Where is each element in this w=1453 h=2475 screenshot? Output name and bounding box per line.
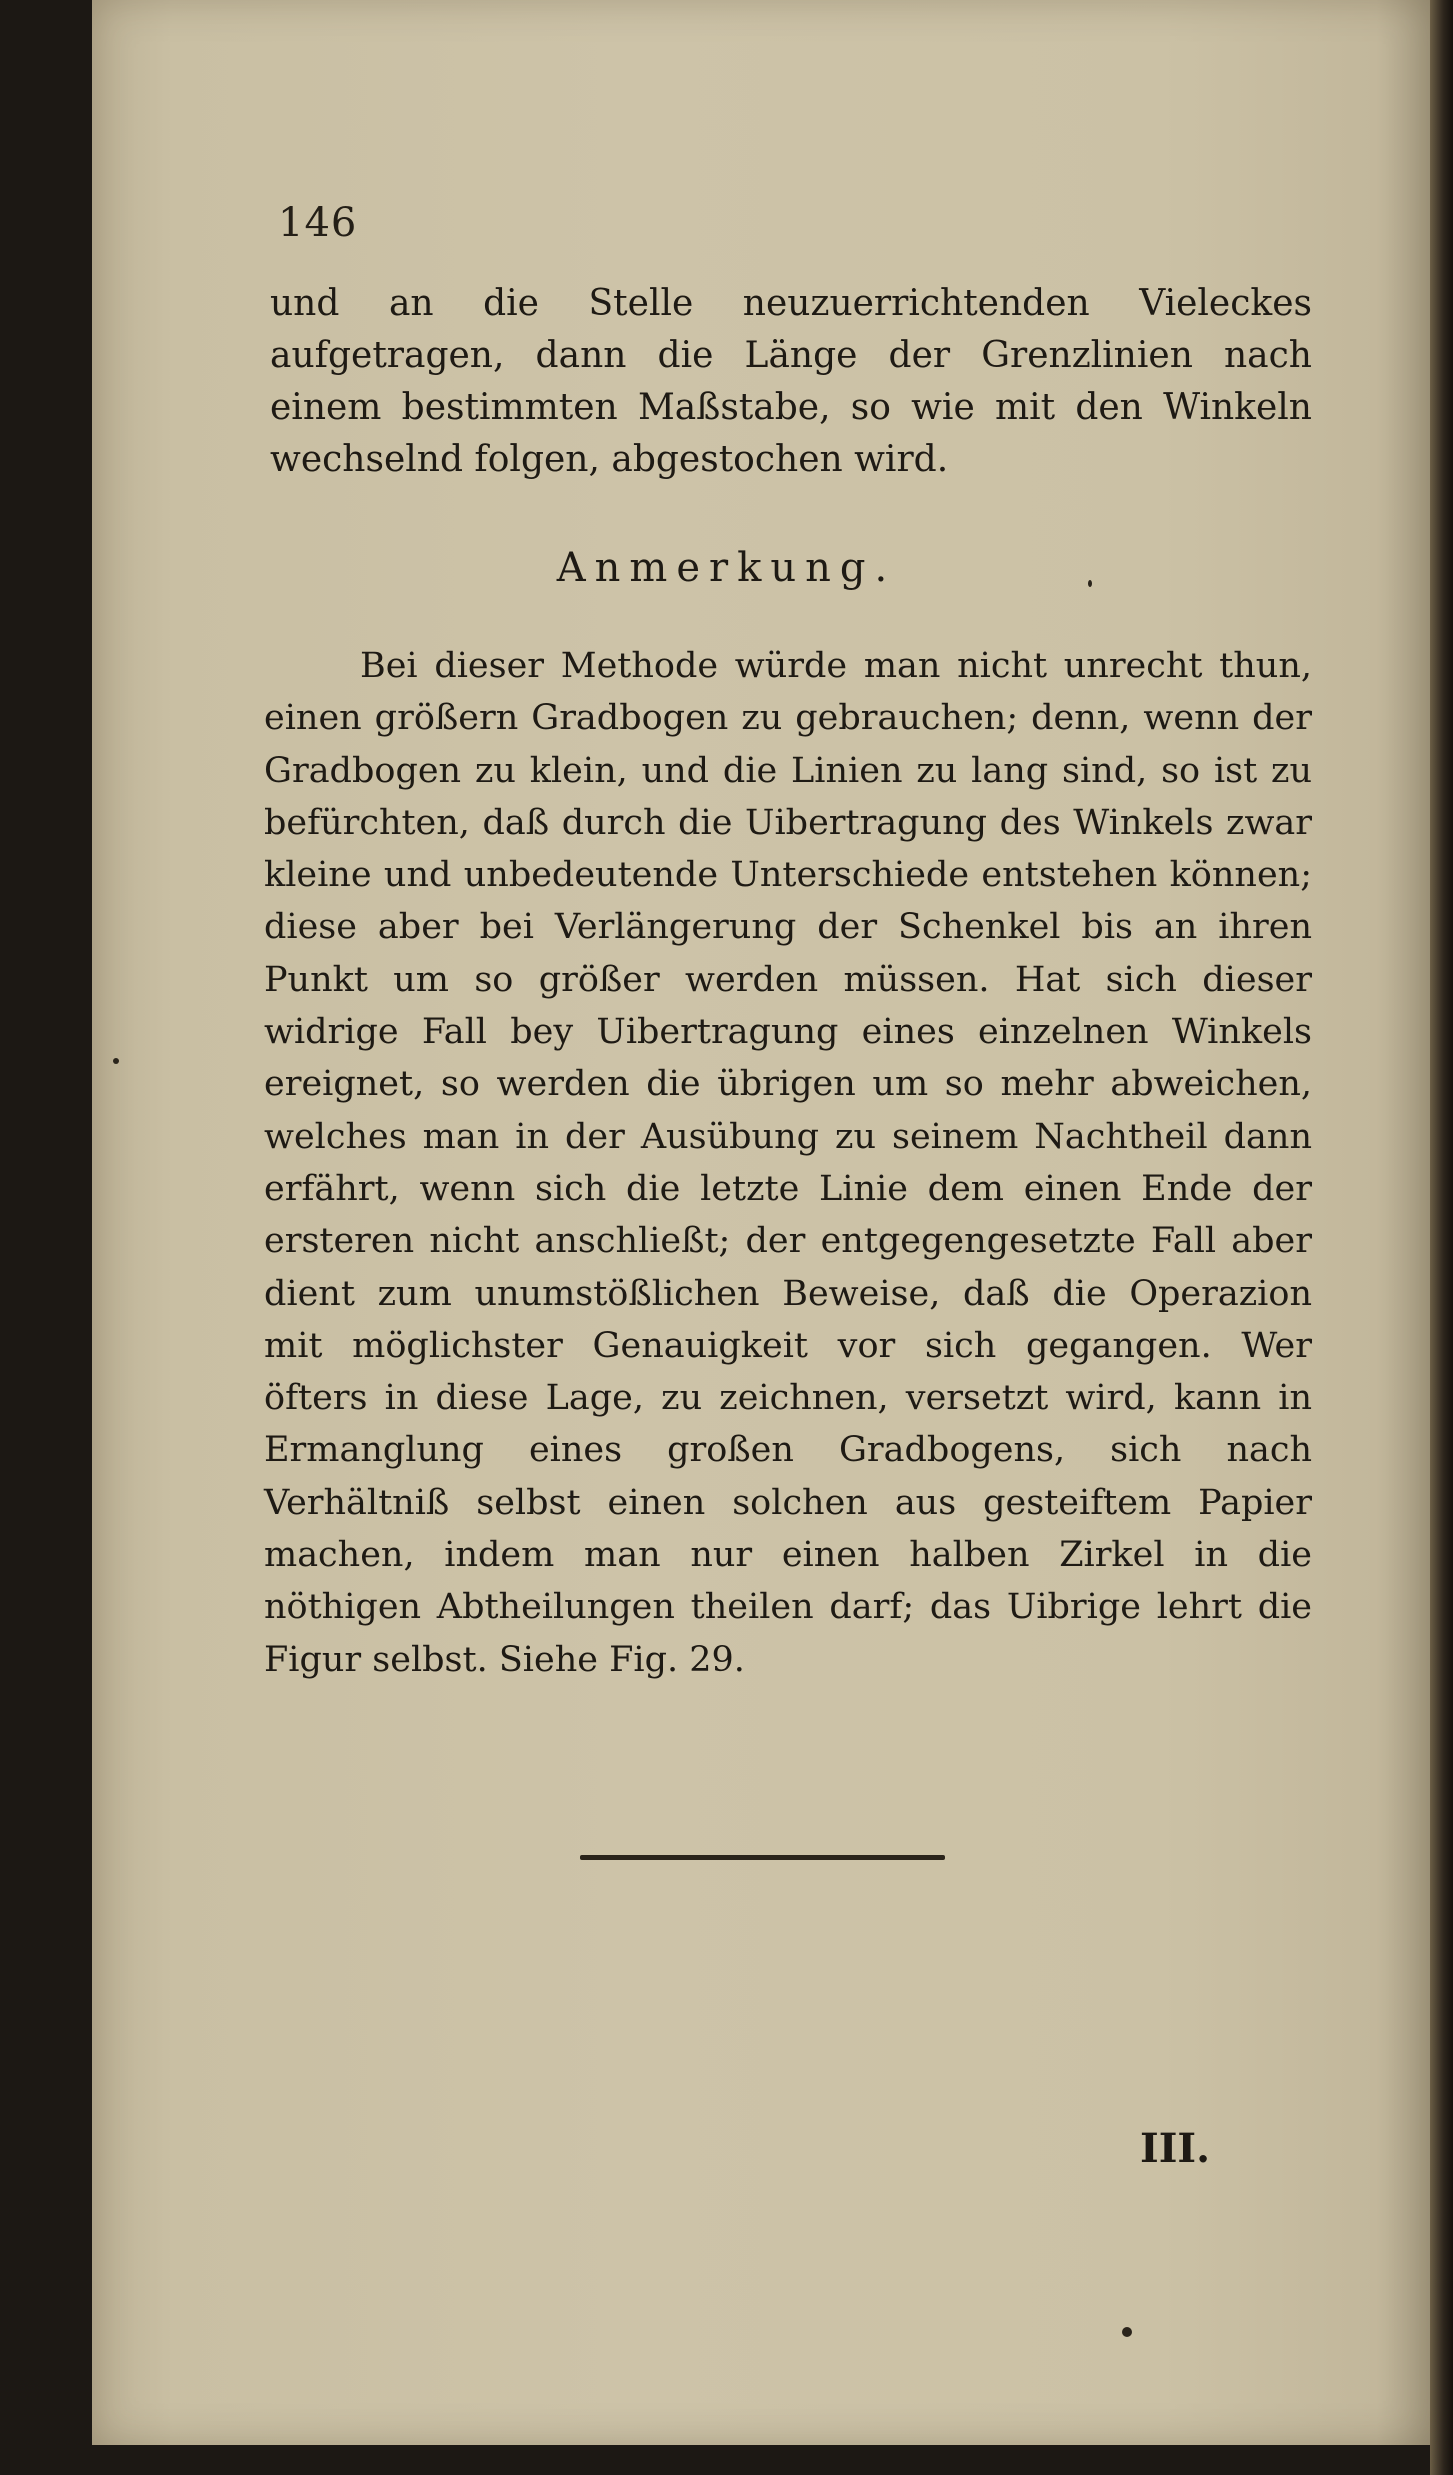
page-edge-shadow [1430, 0, 1453, 2475]
ink-speck [1088, 580, 1092, 587]
ink-speck [1122, 2327, 1132, 2337]
section-divider-rule [580, 1855, 945, 1860]
catchword: III. [1140, 2125, 1211, 2172]
page-number: 146 [278, 200, 358, 246]
section-heading: Anmerkung. [556, 545, 897, 591]
main-paragraph: Bei dieser Methode würde man nicht unrecht thun, einen größern Gradbogen zu gebrauchen; denn, wenn der Gradbogen zu klein, und die Linien zu lang sind, so ist zu befürchten, daß durch die Uibertragung des Winkels zwar kleine und unbedeutende Unterschiede entstehen können; diese aber bei Verlängerung der Schenkel bis an ihren Punkt um so größer werden müssen. Hat sich dieser widrige Fall bey Uibertragung eines einzelnen Winkels ereignet, so werden die übrigen um so mehr abweichen, welches man in der Ausübung zu seinem Nachtheil dann erfährt, wenn sich die letzte Linie dem einen Ende der ersteren nicht anschließt; der entgegengesetzte Fall aber dient zum unumstößlichen Beweise, daß die Operazion mit möglichster Genauigkeit vor sich gegangen. Wer öfters in diese Lage, zu zeichnen, versetzt wird, kann in Ermanglung eines großen Gradbogens, sich nach Verhältniß selbst einen solchen aus gesteiftem Papier machen, indem man nur einen halben Zirkel in die nöthigen Abtheilungen theilen darf; das Uibrige lehrt die Figur selbst. Siehe Fig. 29. [264, 646, 1312, 1680]
continued-paragraph: und an die Stelle neuzuerrichtenden Vieleckes aufgetragen, dann die Länge der Grenzlinien nach einem bestimmten Maßstabe, so wie mit den Winkeln wechselnd folgen, abgestochen wird. [270, 283, 1312, 480]
ink-speck [113, 1058, 119, 1064]
